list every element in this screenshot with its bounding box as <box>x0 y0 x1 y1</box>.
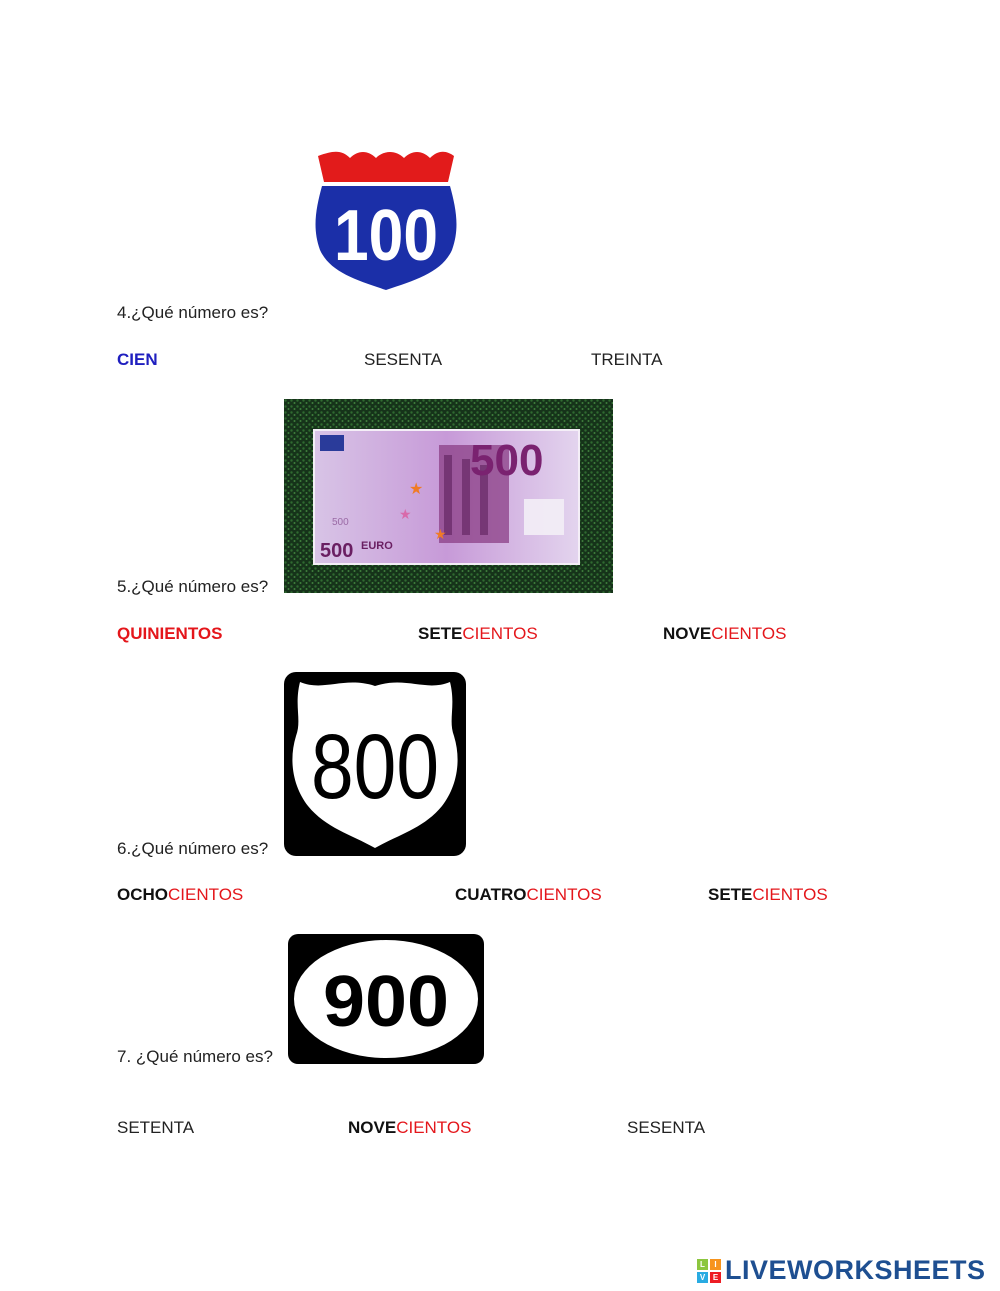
route-900-oval-sign-image <box>288 934 484 1064</box>
banknote-bottom-value: 500 <box>320 540 354 562</box>
us-route-800-sign-image <box>284 672 466 856</box>
500-euro-banknote-image <box>284 399 613 593</box>
question-5-prompt: 5.¿Qué número es? <box>117 577 269 596</box>
svg-text:★: ★ <box>399 506 412 522</box>
q5-option-setecientos[interactable]: SETECIENTOS <box>418 624 538 643</box>
q7-option-sesenta[interactable]: SESENTA <box>627 1118 706 1137</box>
q4-option-treinta[interactable]: TREINTA <box>591 350 663 369</box>
question-7-prompt: 7. ¿Qué número es? <box>117 1047 273 1066</box>
banknote-value-label: 500 <box>470 436 544 485</box>
banknote-currency: EURO <box>361 540 393 552</box>
logo-blocks-icon: L I V E <box>697 1259 721 1283</box>
q7-option-novecientos[interactable]: NOVECIENTOS <box>348 1118 472 1137</box>
q4-option-cien[interactable]: CIEN <box>117 350 158 369</box>
q4-option-sesenta[interactable]: SESENTA <box>364 350 443 369</box>
q5-option-novecientos[interactable]: NOVECIENTOS <box>663 624 787 643</box>
sign-number-100: 100 <box>334 196 438 276</box>
q5-option-quinientos[interactable]: QUINIENTOS <box>117 624 223 643</box>
q6-option-cuatrocientos[interactable]: CUATROCIENTOS <box>455 885 602 904</box>
q6-option-ochocientos[interactable]: OCHOCIENTOS <box>117 885 244 904</box>
logo-brand-text: LIVEWORKSHEETS <box>725 1255 986 1285</box>
interstate-100-sign-image <box>312 148 460 290</box>
svg-text:★: ★ <box>434 526 447 542</box>
sign-number-800: 800 <box>311 716 439 818</box>
sign-number-900: 900 <box>323 962 449 1042</box>
q7-option-setenta[interactable]: SETENTA <box>117 1118 195 1137</box>
liveworksheets-logo[interactable] <box>697 1255 986 1286</box>
banknote-small-value: 500 <box>332 517 349 528</box>
svg-text:★: ★ <box>409 481 424 498</box>
question-6-prompt: 6.¿Qué número es? <box>117 839 269 858</box>
question-4-prompt: 4.¿Qué número es? <box>117 303 269 322</box>
q6-option-setecientos[interactable]: SETECIENTOS <box>708 885 828 904</box>
